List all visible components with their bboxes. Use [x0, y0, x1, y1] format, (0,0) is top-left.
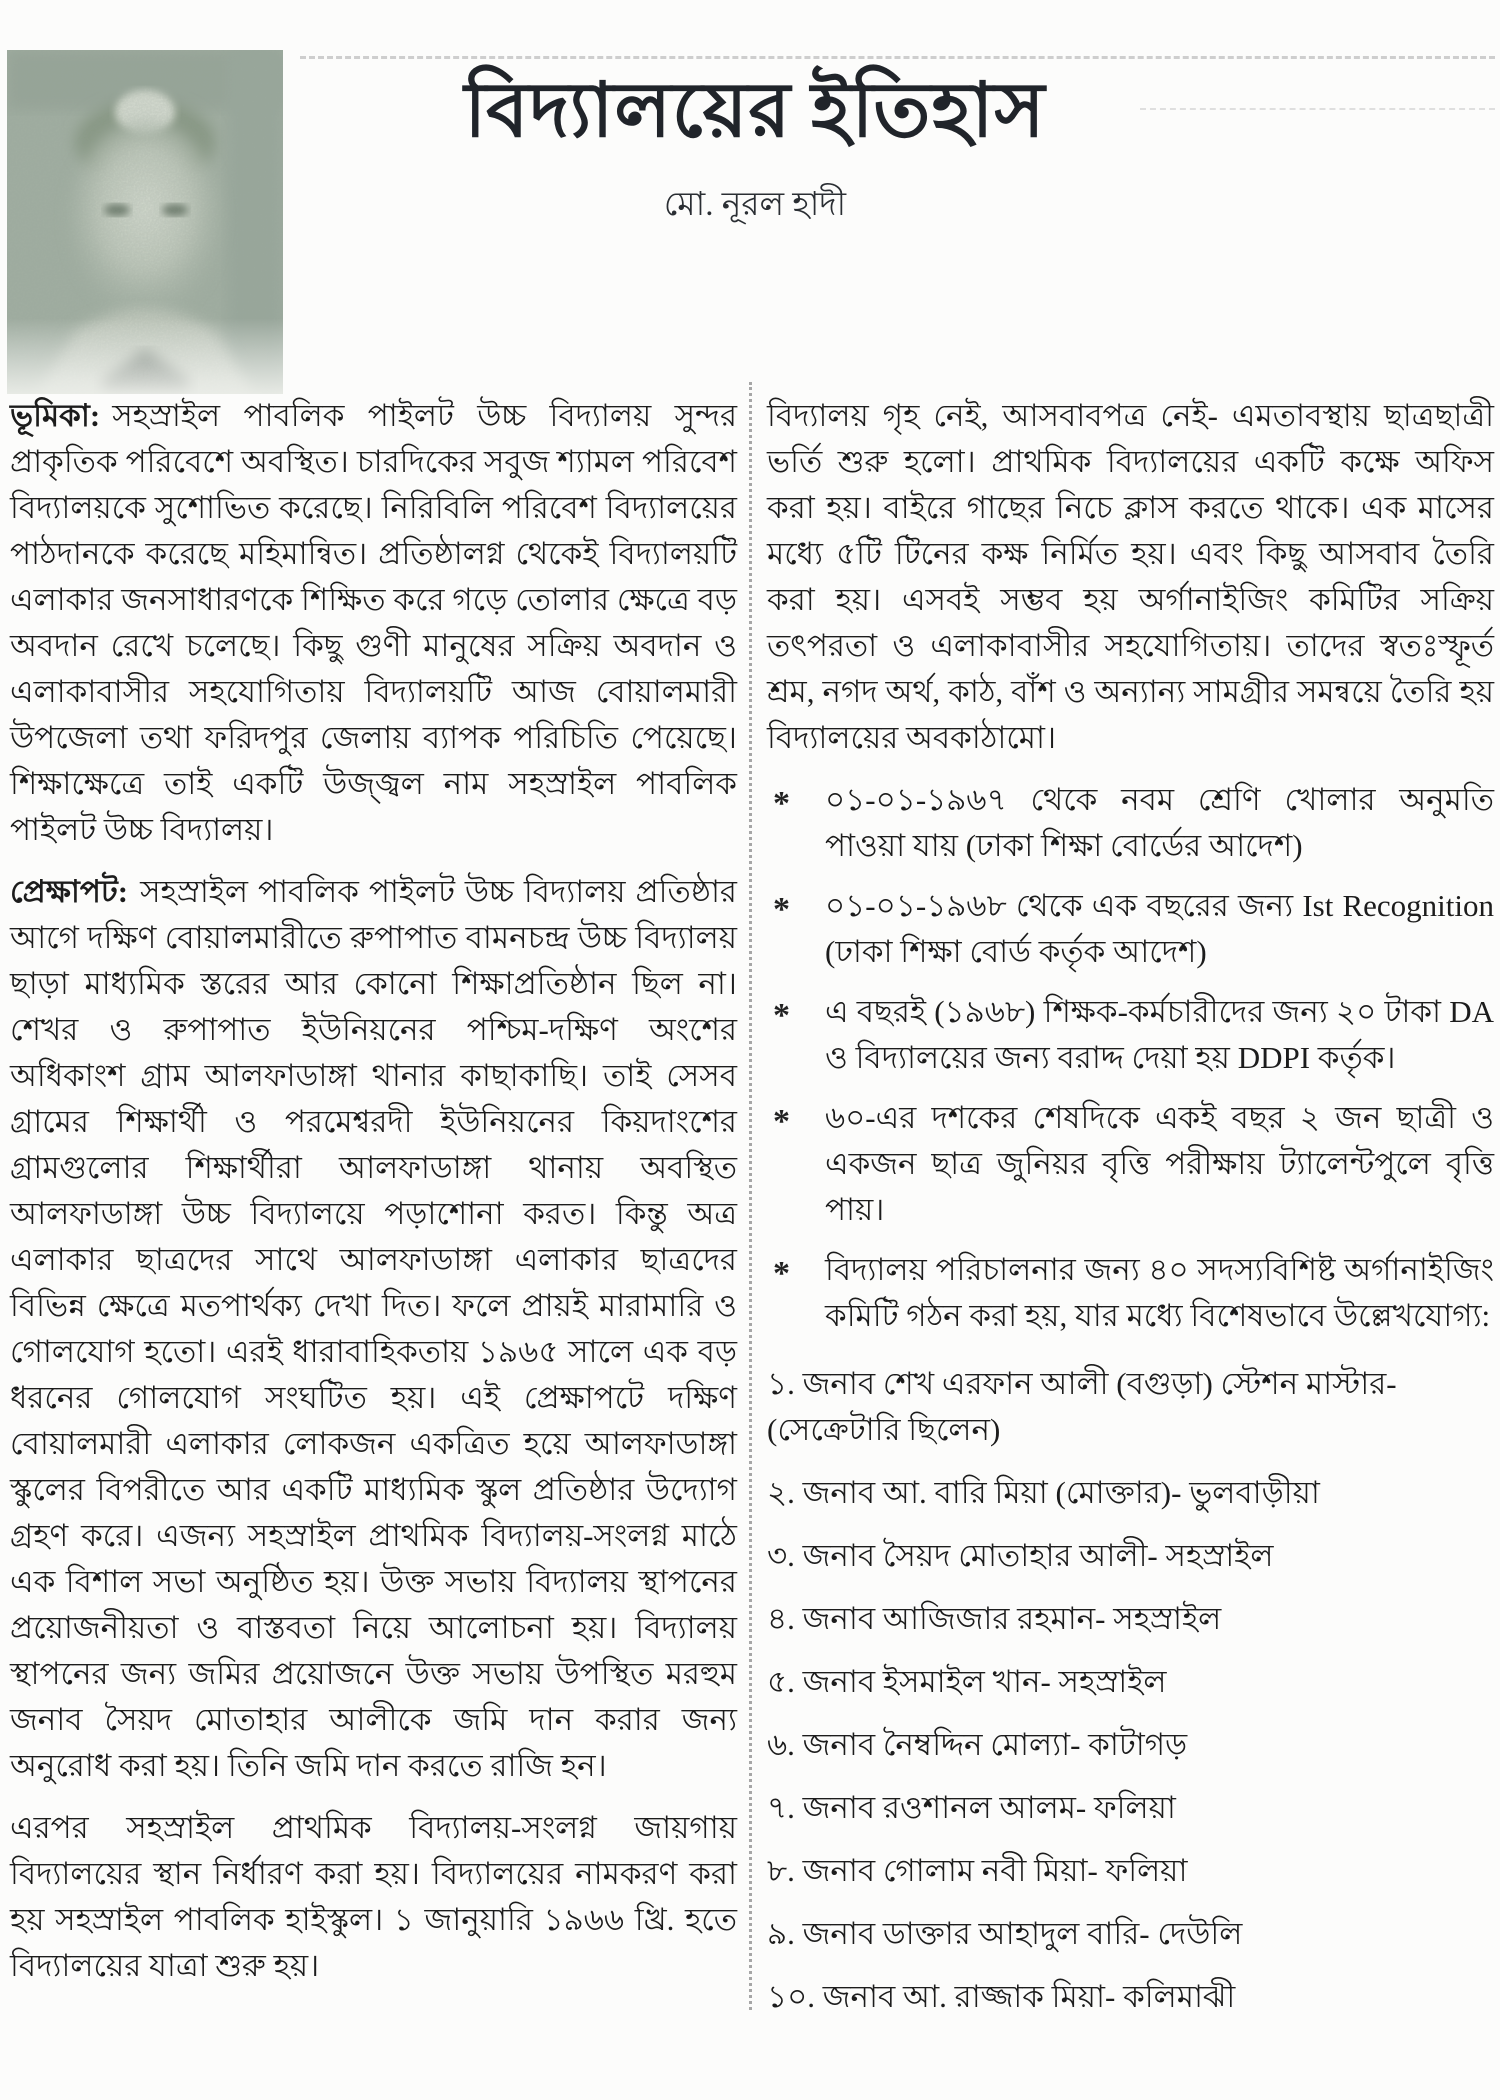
portrait-photo	[7, 50, 283, 394]
committee-member: ১০. জনাব আ. রাজ্জাক মিয়া- কলিমাঝী	[767, 1979, 1236, 2014]
committee-member: ৩. জনাব সৈয়দ মোতাহার আলী- সহস্রাইল	[767, 1538, 1274, 1573]
bullet-text: বিদ্যালয় পরিচালনার জন্য ৪০ সদস্যবিশিষ্ট অর্গানাইজিং কমিটি গঠন করা হয়, যার মধ্যে বিশেষভাবে উল্লেখযোগ্য:	[825, 1252, 1494, 1333]
bullet-text: ০১-০১-১৯৬৮ থেকে এক বছরের জন্য Ist Recognition (ঢাকা শিক্ষা বোর্ড কর্তৃক আদেশ)	[825, 888, 1494, 969]
bullet-item	[767, 989, 1494, 1081]
committee-member: ৪. জনাব আজিজার রহমান- সহস্রাইল	[767, 1601, 1222, 1636]
paragraph-lead: প্রেক্ষাপট:	[10, 874, 129, 909]
bullet-text: ০১-০১-১৯৬৭ থেকে নবম শ্রেণি খোলার অনুমতি পাওয়া যায় (ঢাকা শিক্ষা বোর্ডের আদেশ)	[825, 782, 1494, 863]
paragraph-text: সহস্রাইল পাবলিক পাইলট উচ্চ বিদ্যালয় সুন্দর প্রাকৃতিক পরিবেশে অবস্থিত। চারদিকের সবুজ শ্যামল পরিবেশ বিদ্যালয়কে সুশোভিত করেছে। নিরিবিলি পরিবেশ বিদ্যালয়ের পাঠদানকে করেছে মহিমান্বিত। প্রতিষ্ঠালগ্ন থেকেই বিদ্যালয়টি এলাকার জনসাধারণকে শিক্ষিত করে গড়ে তোলার ক্ষেত্রে বড় অবদান রেখে চলেছে। কিছু গুণী মানুষের সক্রিয় অবদান ও এলাকাবাসীর সহযোগিতায় বিদ্যালয়টি আজ বোয়ালমারী উপজেলা তথা ফরিদপুর জেলায় ব্যাপক পরিচিতি পেয়েছে। শিক্ষাক্ষেত্রে তাই একটি উজ্জ্বল নাম সহস্রাইল পাবলিক পাইলট উচ্চ বিদ্যালয়।	[10, 398, 737, 847]
committee-member: ৯. জনাব ডাক্তার আহাদুল বারি- দেউলি	[767, 1916, 1243, 1951]
asterisk-marker: *	[773, 785, 790, 822]
paragraph-lead: ভূমিকা:	[10, 398, 101, 433]
background-paragraph	[10, 869, 737, 1789]
author-name: মো. নূরল হাদী	[663, 186, 847, 223]
committee-member: ৮. জনাব গোলাম নবী মিয়া- ফলিয়া	[767, 1853, 1188, 1888]
committee-member: ৭. জনাব রওশানল আলম- ফলিয়া	[767, 1790, 1176, 1825]
right-column	[767, 393, 1494, 2037]
portrait-photo-image	[7, 50, 283, 394]
masthead	[310, 69, 1200, 234]
asterisk-marker: *	[773, 997, 790, 1034]
page-title: বিদ্যালয়ের ইতিহাস	[464, 69, 1046, 153]
bullet-item	[767, 777, 1494, 869]
asterisk-marker: *	[773, 1103, 790, 1140]
left-column	[10, 393, 737, 2005]
bullet-text: ৬০-এর দশকের শেষদিকে একই বছর ২ জন ছাত্রী ও একজন ছাত্র জুনিয়র বৃত্তি পরীক্ষায় ট্যালেন্টপুলে বৃত্তি পায়।	[825, 1100, 1494, 1227]
asterisk-marker: *	[773, 891, 790, 928]
committee-member: ১. জনাব শেখ এরফান আলী (বগুড়া) স্টেশন মাস্টার- (সেক্রেটারি ছিলেন)	[767, 1366, 1397, 1447]
committee-member: ২. জনাব আ. বারি মিয়া (মোক্তার)- ভুলবাড়ীয়া	[767, 1475, 1320, 1510]
paragraph-text: সহস্রাইল পাবলিক পাইলট উচ্চ বিদ্যালয় প্রতিষ্ঠার আগে দক্ষিণ বোয়ালমারীতে রুপাপাত বামনচন্দ্র উচ্চ বিদ্যালয় ছাড়া মাধ্যমিক স্তরের আর কোনো শিক্ষাপ্রতিষ্ঠান ছিল না। শেখর ও রুপাপাত ইউনিয়নের পশ্চিম-দক্ষিণ অংশের অধিকাংশ গ্রাম আলফাডাঙ্গা থানার কাছাকাছি। তাই সেসব গ্রামের শিক্ষার্থী ও পরমেশ্বরদী ইউনিয়নের কিয়দাংশের গ্রামগুলোর শিক্ষার্থীরা আলফাডাঙ্গা থানায় অবস্থিত আলফাডাঙ্গা উচ্চ বিদ্যালয়ে পড়াশোনা করত। কিন্তু অত্র এলাকার ছাত্রদের সাথে আলফাডাঙ্গা এলাকার ছাত্রদের বিভিন্ন ক্ষেত্রে মতপার্থক্য দেখা দিত। ফলে প্রায়ই মারামারি ও গোলযোগ হতো। এরই ধারাবাহিকতায় ১৯৬৫ সালে এক বড় ধরনের গোলযোগ সংঘটিত হয়। এই প্রেক্ষাপটে দক্ষিণ বোয়ালমারী এলাকার লোকজন একত্রিত হয়ে আলফাডাঙ্গা স্কুলের বিপরীতে আর একটি মাধ্যমিক স্কুল প্রতিষ্ঠার উদ্যোগ গ্রহণ করে। এজন্য সহস্রাইল প্রাথমিক বিদ্যালয়-সংলগ্ন মাঠে এক বিশাল সভা অনুষ্ঠিত হয়। উক্ত সভায় বিদ্যালয় স্থাপনের প্রয়োজনীয়তা ও বাস্তবতা নিয়ে আলোচনা হয়। বিদ্যালয় স্থাপনের জন্য জমির প্রয়োজনে উক্ত সভায় উপস্থিত মরহুম জনাব সৈয়দ মোতাহার আলীকে জমি দান করার জন্য অনুরোধ করা হয়। তিনি জমি দান করতে রাজি হন।	[10, 874, 737, 1783]
bullet-item	[767, 1095, 1494, 1233]
column-divider	[749, 382, 752, 2010]
bullet-item	[767, 1247, 1494, 1339]
committee-list	[767, 1361, 1494, 2020]
intro-paragraph	[10, 393, 737, 853]
paragraph-text: এরপর সহস্রাইল প্রাথমিক বিদ্যালয়-সংলগ্ন জায়গায় বিদ্যালয়ের স্থান নির্ধারণ করা হয়। বিদ্যালয়ের নামকরণ করা হয় সহস্রাইল পাবলিক হাইস্কুল। ১ জানুয়ারি ১৯৬৬ খ্রি. হতে বিদ্যালয়ের যাত্রা শুরু হয়।	[10, 1810, 737, 1983]
committee-member: ৫. জনাব ইসমাইল খান- সহস্রাইল	[767, 1664, 1167, 1699]
bullet-text: এ বছরই (১৯৬৮) শিক্ষক-কর্মচারীদের জন্য ২০ টাকা DA ও বিদ্যালয়ের জন্য বরাদ্দ দেয়া হয় DDPI কর্তৃক।	[825, 994, 1494, 1075]
bullet-item	[767, 883, 1494, 975]
asterisk-marker: *	[773, 1255, 790, 1292]
right-intro-paragraph: বিদ্যালয় গৃহ নেই, আসবাবপত্র নেই- এমতাবস্থায় ছাত্রছাত্রী ভর্তি শুরু হলো। প্রাথমিক বিদ্যালয়ের একটি কক্ষে অফিস করা হয়। বাইরে গাছের নিচে ক্লাস করতে থাকে। এক মাসের মধ্যে ৫টি টিনের কক্ষ নির্মিত হয়। এবং কিছু আসবাব তৈরি করা হয়। এসবই সম্ভব হয় অর্গানাইজিং কমিটির সক্রিয় তৎপরতা ও এলাকাবাসীর সহযোগিতায়। তাদের স্বতঃস্ফূর্ত শ্রম, নগদ অর্থ, কাঠ, বাঁশ ও অন্যান্য সামগ্রীর সমন্বয়ে তৈরি হয় বিদ্যালয়ের অবকাঠামো।	[767, 398, 1494, 755]
top-dashed-line	[300, 56, 1495, 59]
committee-member: ৬. জনাব নৈম্বদ্দিন মোল্যা- কাটাগড়	[767, 1727, 1188, 1762]
naming-paragraph	[10, 1805, 737, 1989]
